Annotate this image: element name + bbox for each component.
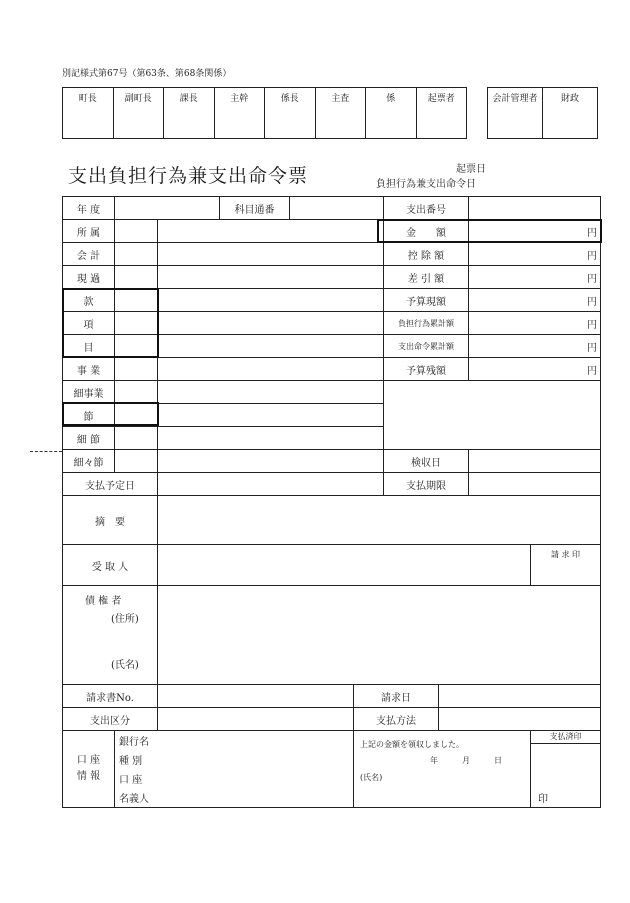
futan-ruikei-value[interactable]: 円 (469, 312, 601, 335)
stamp-kacho: 課長 (164, 88, 215, 139)
kenshu-value[interactable] (469, 450, 601, 473)
saisetsu-code[interactable] (115, 427, 158, 450)
in-mark: 印 (538, 794, 548, 805)
shiharai-zumi-label: 支払済印 (531, 731, 600, 744)
futan-date-label: 負担行為兼支出命令日 (376, 179, 476, 190)
yosan-genka-label: 予算現額 (384, 289, 469, 312)
seikyubi-value[interactable] (439, 685, 601, 708)
jigyo-code[interactable] (115, 358, 158, 381)
shiharai-yotei-value[interactable] (158, 473, 384, 496)
ryoshu-shimei: (氏名) (360, 773, 383, 782)
ginko-label: 銀行名 (119, 737, 149, 748)
kingaku-value[interactable]: 円 (469, 220, 601, 243)
shishutsu-kubun-value[interactable] (158, 708, 354, 731)
seikyu-in-label: 請 求 印 (531, 545, 601, 586)
kihyo-date-label: 起票日 (456, 164, 486, 175)
futan-ruikei-label: 負担行為累計額 (384, 312, 469, 335)
kenshu-label: 検収日 (384, 450, 469, 473)
moku-label: 目 (63, 335, 115, 358)
saikensha-value[interactable] (158, 586, 601, 685)
kan-value[interactable] (158, 289, 384, 312)
yosan-genka-value[interactable]: 円 (469, 289, 601, 312)
saisai-setsu-label: 細々節 (63, 450, 115, 473)
stamp-kihyosha: 起票者 (416, 88, 467, 139)
shubetsu-label: 種 別 (119, 756, 143, 767)
kamoku-tsuban-value[interactable] (290, 197, 384, 220)
stamp-shukan: 主幹 (214, 88, 265, 139)
meigi-label: 名義人 (119, 794, 149, 805)
setsu-value[interactable] (158, 404, 384, 427)
moku-value[interactable] (158, 335, 384, 358)
shiharai-yotei-label: 支払予定日 (63, 473, 158, 496)
nendo-value[interactable] (115, 197, 220, 220)
genka-value[interactable] (158, 266, 384, 289)
kaikei-code[interactable] (115, 243, 158, 266)
sai-jigyo-label: 細事業 (63, 381, 115, 404)
nendo-label: 年 度 (63, 197, 115, 220)
ryoshu-text: 上記の金額を領収しました。 (360, 740, 464, 749)
meirei-ruikei-label: 支出命令累計額 (384, 335, 469, 358)
stamp-zaisei: 財政 (543, 88, 598, 139)
sai-jigyo-code[interactable] (115, 381, 158, 404)
stamp-cho: 町長 (63, 88, 114, 139)
stamp-shusa: 主査 (315, 88, 366, 139)
sashihiki-value[interactable]: 円 (469, 266, 601, 289)
koza-joho-label: 口 座 情 報 (63, 731, 115, 808)
jigyo-value[interactable] (158, 358, 384, 381)
seikyusho-no-value[interactable] (158, 685, 354, 708)
saisetsu-label: 細 節 (63, 427, 115, 450)
blank-right-area (384, 381, 601, 450)
jusho-label: (住所) (111, 614, 139, 625)
seikyusho-no-label: 請求書No. (63, 685, 158, 708)
approval-stamp-table-right (487, 87, 598, 139)
kou-value[interactable] (158, 312, 384, 335)
kojo-label: 控 除 額 (384, 243, 469, 266)
kou-code[interactable] (115, 312, 158, 335)
saisai-setsu-value[interactable] (158, 450, 384, 473)
setsu-code[interactable] (115, 404, 158, 427)
ryoshu-date: 年 月 日 (430, 756, 502, 765)
kan-label: 款 (63, 289, 115, 312)
shozoku-code[interactable] (115, 220, 158, 243)
saikensha-label: 債 権 者 (85, 596, 122, 607)
stamp-kaikei-kanrisha: 会計管理者 (488, 88, 543, 139)
moku-code[interactable] (115, 335, 158, 358)
shishutsu-bango-label: 支出番号 (384, 197, 469, 220)
stamp-kakari: 係 (366, 88, 417, 139)
yosan-zangaku-label: 予算残額 (384, 358, 469, 381)
uketori-value[interactable] (158, 545, 531, 586)
form-reference: 別記様式第67号（第63条、第68条関係） (62, 69, 232, 79)
ryoshu-cell[interactable] (354, 731, 548, 808)
meirei-ruikei-value[interactable]: 円 (469, 335, 601, 358)
jigyo-label: 事 業 (63, 358, 115, 381)
dashed-line (30, 451, 62, 452)
genka-code[interactable] (115, 266, 158, 289)
shimei-label: (氏名) (111, 660, 139, 671)
saisai-setsu-code[interactable] (115, 450, 158, 473)
genka-label: 現 過 (63, 266, 115, 289)
koza-label: 口 座 (119, 775, 143, 786)
kojo-value[interactable]: 円 (469, 243, 601, 266)
stamp-kakaricho: 係長 (265, 88, 316, 139)
uketori-label: 受 取 人 (63, 545, 158, 586)
main-form-table (62, 196, 601, 808)
approval-stamp-table-left (62, 87, 467, 139)
koza-detail-cell[interactable] (115, 731, 354, 808)
stamp-fukucho: 副町長 (113, 88, 164, 139)
shozoku-label: 所 属 (63, 220, 115, 243)
shiharai-hoho-value[interactable] (439, 708, 601, 731)
saikensha-label-cell (63, 586, 158, 685)
kan-code[interactable] (115, 289, 158, 312)
seikyubi-label: 請求日 (354, 685, 439, 708)
shishutsu-bango-value[interactable] (469, 197, 601, 220)
shozoku-value[interactable] (158, 220, 384, 243)
saisetsu-value[interactable] (158, 427, 384, 450)
kamoku-tsuban-label: 科目通番 (220, 197, 290, 220)
setsu-label: 節 (63, 404, 115, 427)
shishutsu-kubun-label: 支出区分 (63, 708, 158, 731)
form-title: 支出負担行為兼支出命令票 (68, 165, 309, 187)
shiharai-kigen-value[interactable] (469, 473, 601, 496)
sashihiki-label: 差 引 額 (384, 266, 469, 289)
shiharai-hoho-label: 支払方法 (354, 708, 439, 731)
kingaku-label: 金 額 (384, 220, 469, 243)
tekiyo-value[interactable] (158, 496, 601, 545)
kaikei-label: 会 計 (63, 243, 115, 266)
kou-label: 項 (63, 312, 115, 335)
yosan-zangaku-value[interactable]: 円 (469, 358, 601, 381)
shiharai-kigen-label: 支払期限 (384, 473, 469, 496)
sai-jigyo-value[interactable] (158, 381, 384, 404)
kaikei-value[interactable] (158, 243, 384, 266)
tekiyo-label: 摘 要 (63, 496, 158, 545)
